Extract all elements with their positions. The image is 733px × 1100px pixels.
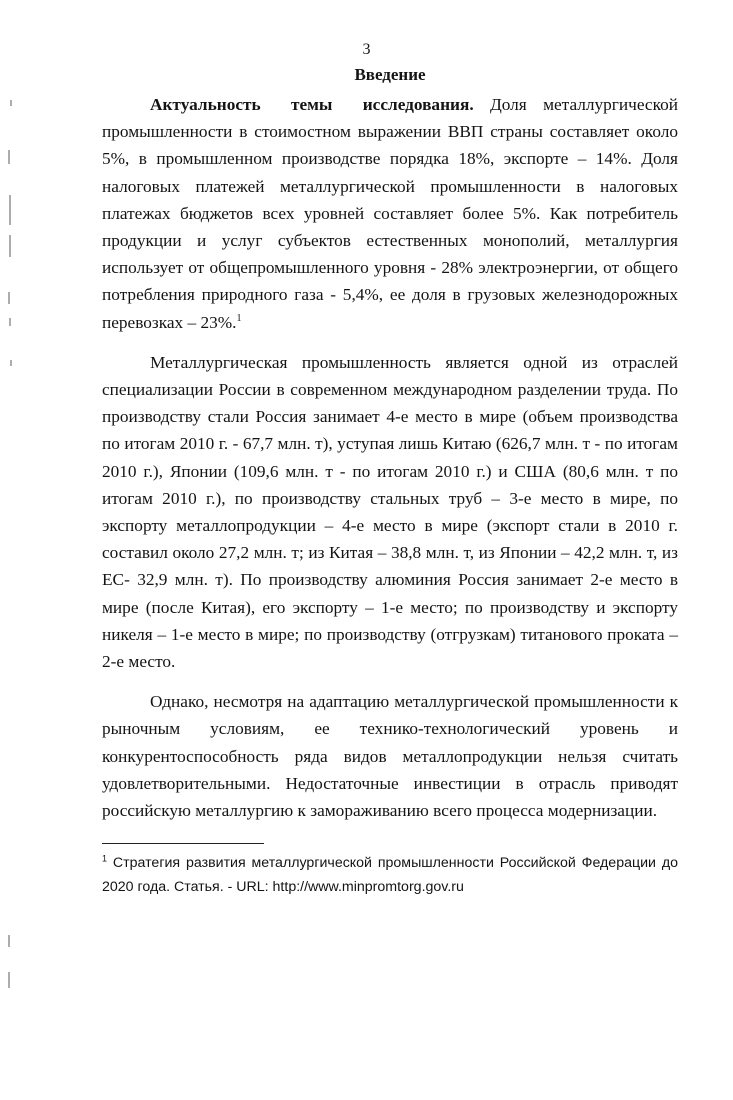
paragraph-lead: Актуальность темы исследования. bbox=[150, 95, 474, 114]
footnote bbox=[102, 851, 678, 899]
footnote-separator bbox=[102, 843, 264, 844]
scan-artifact bbox=[8, 935, 10, 947]
scan-artifact bbox=[9, 318, 11, 326]
scan-artifact bbox=[8, 972, 10, 988]
paragraph-specialization: Металлургическая промышленность является одной из отраслей специализации России в современном международном разделении труда. По производству стали Россия занимает 4-е место в мире (объем производства по итогам 2010 г. - 67,7 млн. т), уступая лишь Китаю (626,7 млн. т - по итогам 2010 г.), Японии (109,6 млн. т - по итогам 2010 г.) и США (80,6 млн. т по итогам 2010 г.), по производству стальных труб – 3-е место в мире, по экспорту металлопродукции – 4-е место в мире (экспорт стали в 2010 г. составил около 27,2 млн. т; из Китая – 38,8 млн. т, из Японии – 42,2 млн. т, из ЕС- 32,9 млн. т). По производству алюминия Россия занимает 2-е место в мире (после Китая), его экспорту – 1-е место; по производству и экспорту никеля – 1-е место в мире; по производству (отгрузкам) титанового проката – 2-е место. bbox=[102, 352, 678, 672]
scan-artifact bbox=[10, 360, 12, 366]
scan-artifact bbox=[10, 100, 12, 106]
paragraph-relevance-text: Доля металлургической промышленности в стоимостном выражении ВВП страны составляет около 5%, в промышленном производстве порядка 18%, экспорте – 14%. Доля налоговых платежей металлургической промышленности в налоговых платежах бюджетов всех уровней составляет более 5%. Как потребитель продукции и услуг субъектов естественных монополий, металлургия использует от общепромышленного уровня - 28% электроэнергии, от общего потребления природного газа - 5,4%, ее доля в грузовых железнодорожных перевозках – 23%. bbox=[102, 95, 679, 332]
footnote-marker: 1 bbox=[102, 853, 108, 864]
paragraph-modernization: Однако, несмотря на адаптацию металлургической промышленности к рыночным условиям, ее технико-технологический уровень и конкурентоспособность ряда видов металлопродукции нельзя считать удовлетворительными. Недостаточные инвестиции в отрасль приводят российскую металлургию к замораживанию всего процесса модернизации. bbox=[102, 692, 678, 821]
scan-artifact bbox=[8, 292, 10, 304]
body-text bbox=[102, 91, 678, 824]
paragraph-relevance bbox=[102, 91, 678, 336]
footnote-text: Стратегия развития металлургической промышленности Российской Федерации до 2020 года. Статья. - URL: http://www.minpromtorg.gov.ru bbox=[102, 855, 678, 895]
section-heading: Введение bbox=[354, 65, 426, 84]
scan-artifact bbox=[9, 195, 11, 225]
page-number: 3 bbox=[362, 41, 371, 58]
scan-artifact bbox=[8, 150, 10, 164]
footnote-reference: 1 bbox=[236, 312, 242, 324]
scan-artifact bbox=[9, 235, 11, 257]
